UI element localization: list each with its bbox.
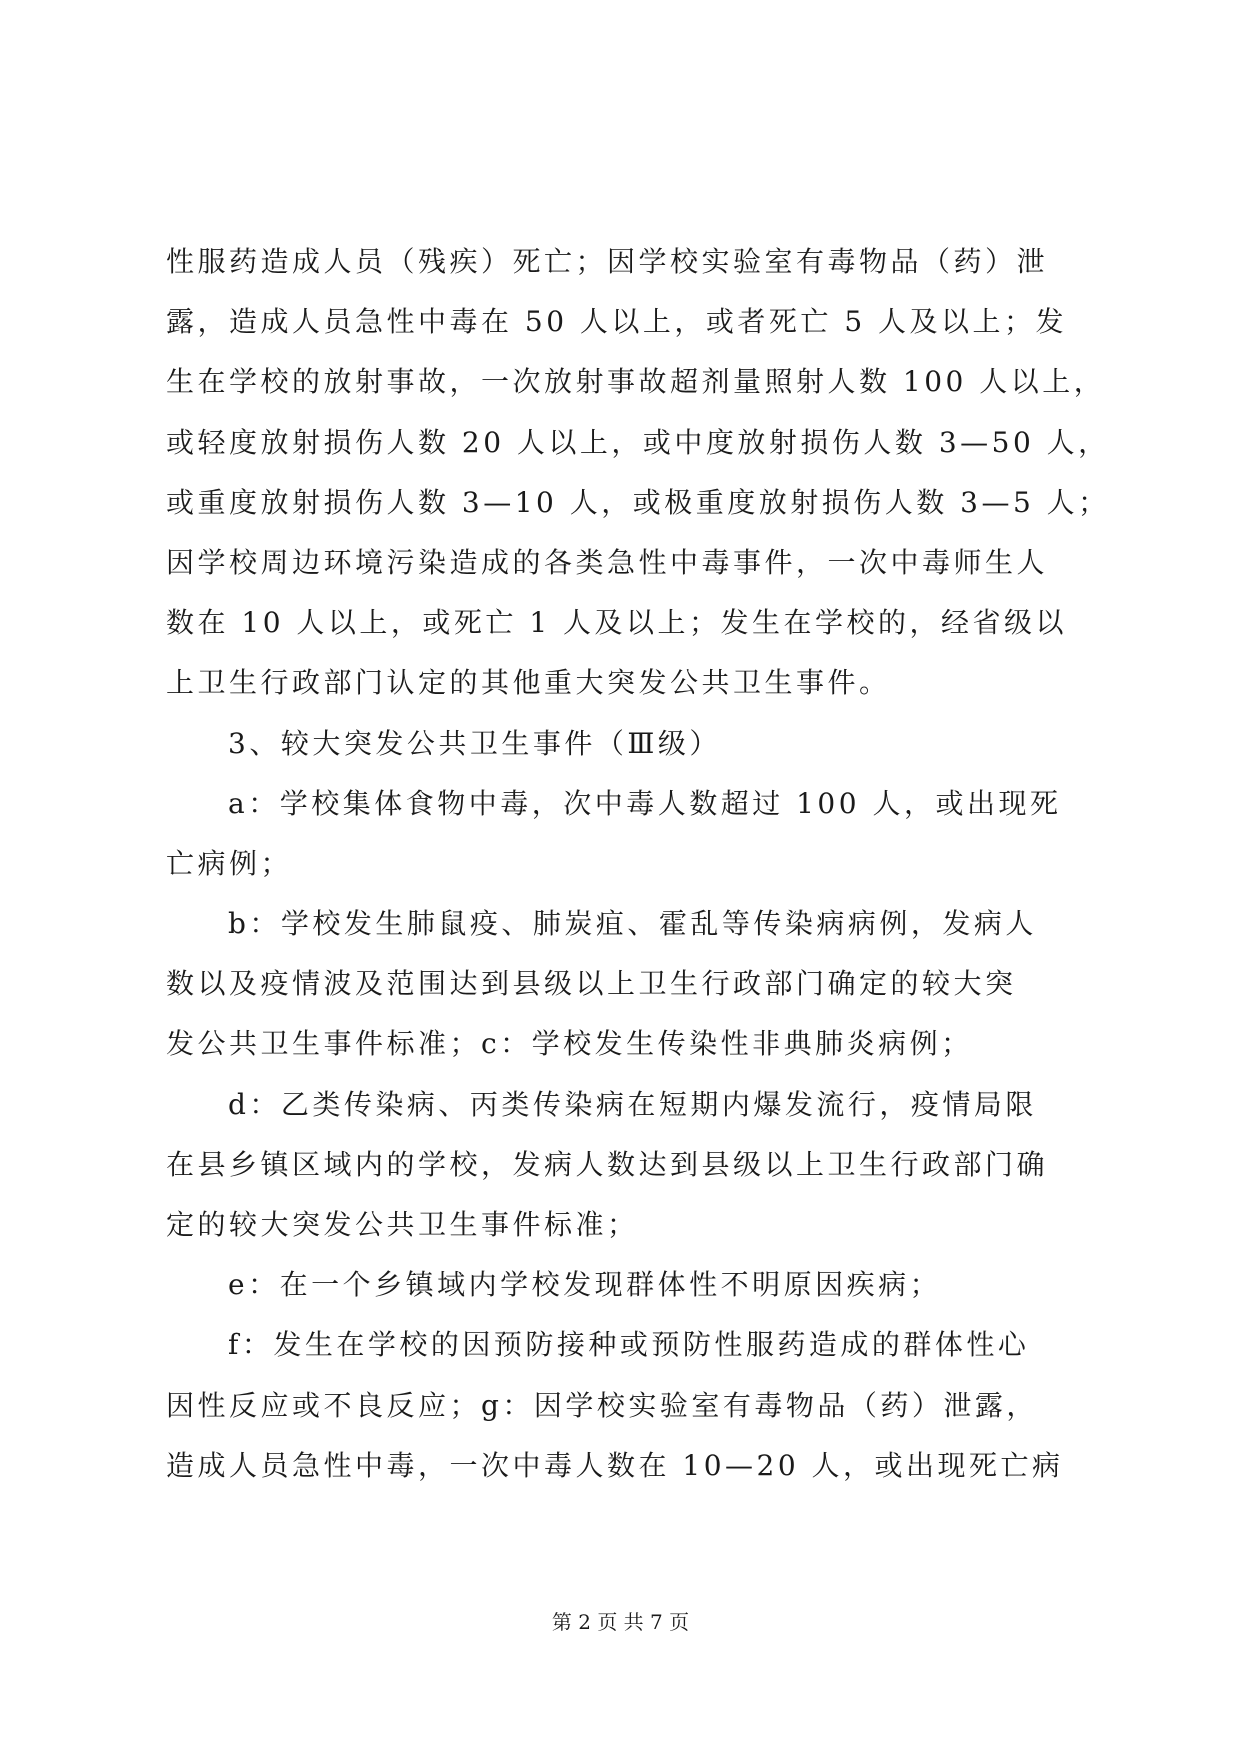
text-line: 或轻度放射损伤人数 20 人以上，或中度放射损伤人数 3—50 人， <box>166 425 1110 459</box>
text-line: e：在一个乡镇域内学校发现群体性不明原因疾病； <box>228 1268 942 1302</box>
text-line: 在县乡镇区域内的学校，发病人数达到县级以上卫生行政部门确 <box>166 1147 1049 1181</box>
page-footer: 第 2 页 共 7 页 <box>551 1610 690 1634</box>
text-line: 定的较大突发公共卫生事件标准； <box>166 1208 639 1241</box>
text-line: 上卫生行政部门认定的其他重大突发公共卫生事件。 <box>166 666 891 700</box>
document-body <box>166 232 1126 1496</box>
text-line: 性服药造成人员（残疾）死亡；因学校实验室有毒物品（药）泄 <box>166 245 1049 278</box>
text-line: 生在学校的放射事故，一次放射事故超剂量照射人数 100 人以上， <box>166 365 1106 399</box>
text-line: 数在 10 人以上，或死亡 1 人及以上；发生在学校的，经省级以 <box>166 606 1068 640</box>
text-line: b：学校发生肺鼠疫、肺炭疽、霍乱等传染病病例，发病人 <box>228 907 1037 941</box>
text-line: 或重度放射损伤人数 3—10 人，或极重度放射损伤人数 3—5 人； <box>166 485 1110 519</box>
text-line: 数以及疫情波及范围达到县级以上卫生行政部门确定的较大突 <box>166 967 1017 1001</box>
text-line: 造成人员急性中毒，一次中毒人数在 10—20 人，或出现死亡病 <box>166 1448 1064 1482</box>
text-line: 露，造成人员急性中毒在 50 人以上，或者死亡 5 人及以上；发 <box>166 305 1068 339</box>
text-line: f：发生在学校的因预防接种或预防性服药造成的群体性心 <box>228 1328 1030 1362</box>
text-line: a：学校集体食物中毒，次中毒人数超过 100 人，或出现死 <box>228 786 1062 820</box>
text-line: 发公共卫生事件标准；c：学校发生传染性非典肺炎病例； <box>166 1027 973 1061</box>
text-line: 亡病例； <box>166 846 293 880</box>
text-line: 因学校周边环境污染造成的各类急性中毒事件，一次中毒师生人 <box>166 545 1049 579</box>
text-line: 3、较大突发公共卫生事件（Ⅲ级） <box>228 726 721 760</box>
text-line: 因性反应或不良反应；g：因学校实验室有毒物品（药）泄露， <box>166 1388 1038 1422</box>
text-line: d：乙类传染病、丙类传染病在短期内爆发流行，疫情局限 <box>228 1087 1037 1121</box>
